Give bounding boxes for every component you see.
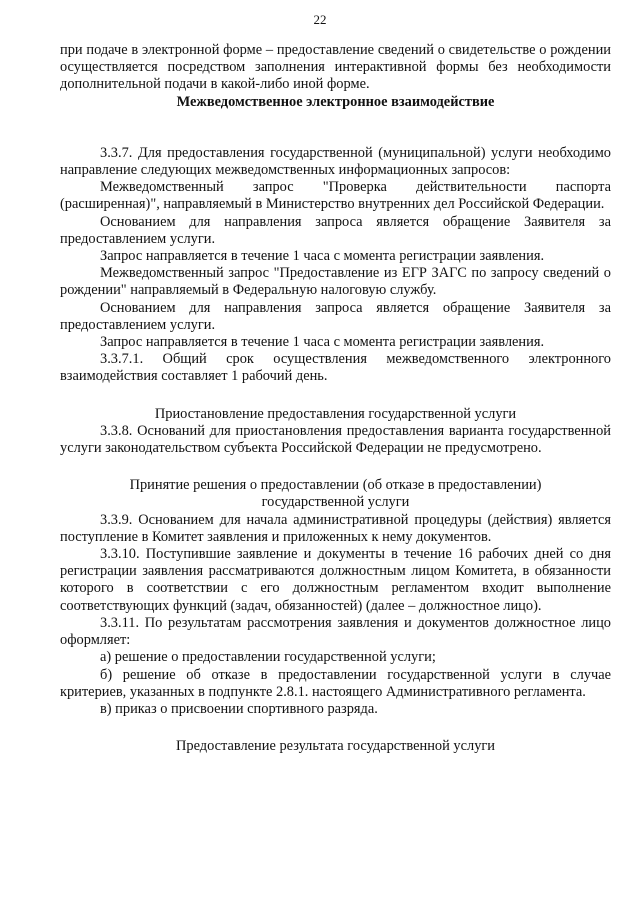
heading-decision-line2: государственной услуги [261,494,410,511]
paragraph-3-3-9: 3.3.9. Основанием для начала административной процедуры (действия) является поступление в Комитет заявления и приложенных к нему документов. [60,511,611,545]
list-item-v: в) приказ о присвоении спортивного разряда. [100,700,378,717]
spacer [60,386,611,406]
spacer [60,457,611,477]
paragraph-basis-1: Основанием для направления запроса является обращение Заявителя за предоставлением услуги. [60,213,611,247]
paragraph-timing-2: Запрос направляется в течение 1 часа с момента регистрации заявления. [100,334,545,351]
list-item-b: б) решение об отказе в предоставлении государственной услуги в случае критериев, указанных в подпункте 2.8.1. настоящего Административного регламента. [60,666,611,700]
paragraph-3-3-10: 3.3.10. Поступившие заявление и документы в течение 16 рабочих дней со дня регистрации заявления рассматриваются должностным лицом Комитета, в обязанности которого в соответствии с его должностным регламентом входит выполнение соответствующих функций (задач, обязанностей) (далее – должностное лицо). [60,546,611,614]
page-number: 22 [313,12,327,27]
paragraph-basis-2: Основанием для направления запроса является обращение Заявителя за предоставлением услуги. [60,299,611,333]
heading-result: Предоставление результата государственной услуги [175,738,495,755]
paragraph-3-3-7: 3.3.7. Для предоставления государственной (муниципальной) услуги необходимо направление следующих межведомственных информационных запросов: [60,144,611,179]
spacer [60,111,611,145]
heading-decision-line1: Принятие решения о предоставлении (об отказе в предоставлении) [129,477,542,494]
paragraph-3-3-11: 3.3.11. По результатам рассмотрения заявления и документов должностное лицо оформляет: [60,614,611,649]
document-body [60,42,611,755]
paragraph-request-zags: Межведомственный запрос "Предоставление из ЕГР ЗАГС по запросу сведений о рождении" направляемый в Федеральную налоговую службу. [60,265,611,299]
paragraph-3-3-7-1: 3.3.7.1. Общий срок осуществления межведомственного электронного взаимодействия составляет 1 рабочий день. [60,351,611,385]
paragraph-3-3-8: 3.3.8. Оснований для приостановления предоставления варианта государственной услуги законодательством субъекта Российской Федерации не предусмотрено. [60,422,611,457]
heading-interagency: Межведомственное электронное взаимодействие [176,93,495,110]
intro-paragraph: при подаче в электронной форме – предоставление сведений о свидетельстве о рождении осуществляется посредством заполнения интерактивной формы без необходимости дополнительной подачи в какой-либо иной форме. [60,42,611,93]
paragraph-request-passport: Межведомственный запрос "Проверка действительности паспорта (расширенная)", направляемый в Министерство внутренних дел Российской Федерации. [60,179,611,213]
paragraph-timing-1: Запрос направляется в течение 1 часа с момента регистрации заявления. [100,248,545,265]
heading-suspension: Приостановление предоставления государственной услуги [154,405,517,422]
spacer [60,718,611,738]
list-item-a: а) решение о предоставлении государственной услуги; [100,649,436,666]
